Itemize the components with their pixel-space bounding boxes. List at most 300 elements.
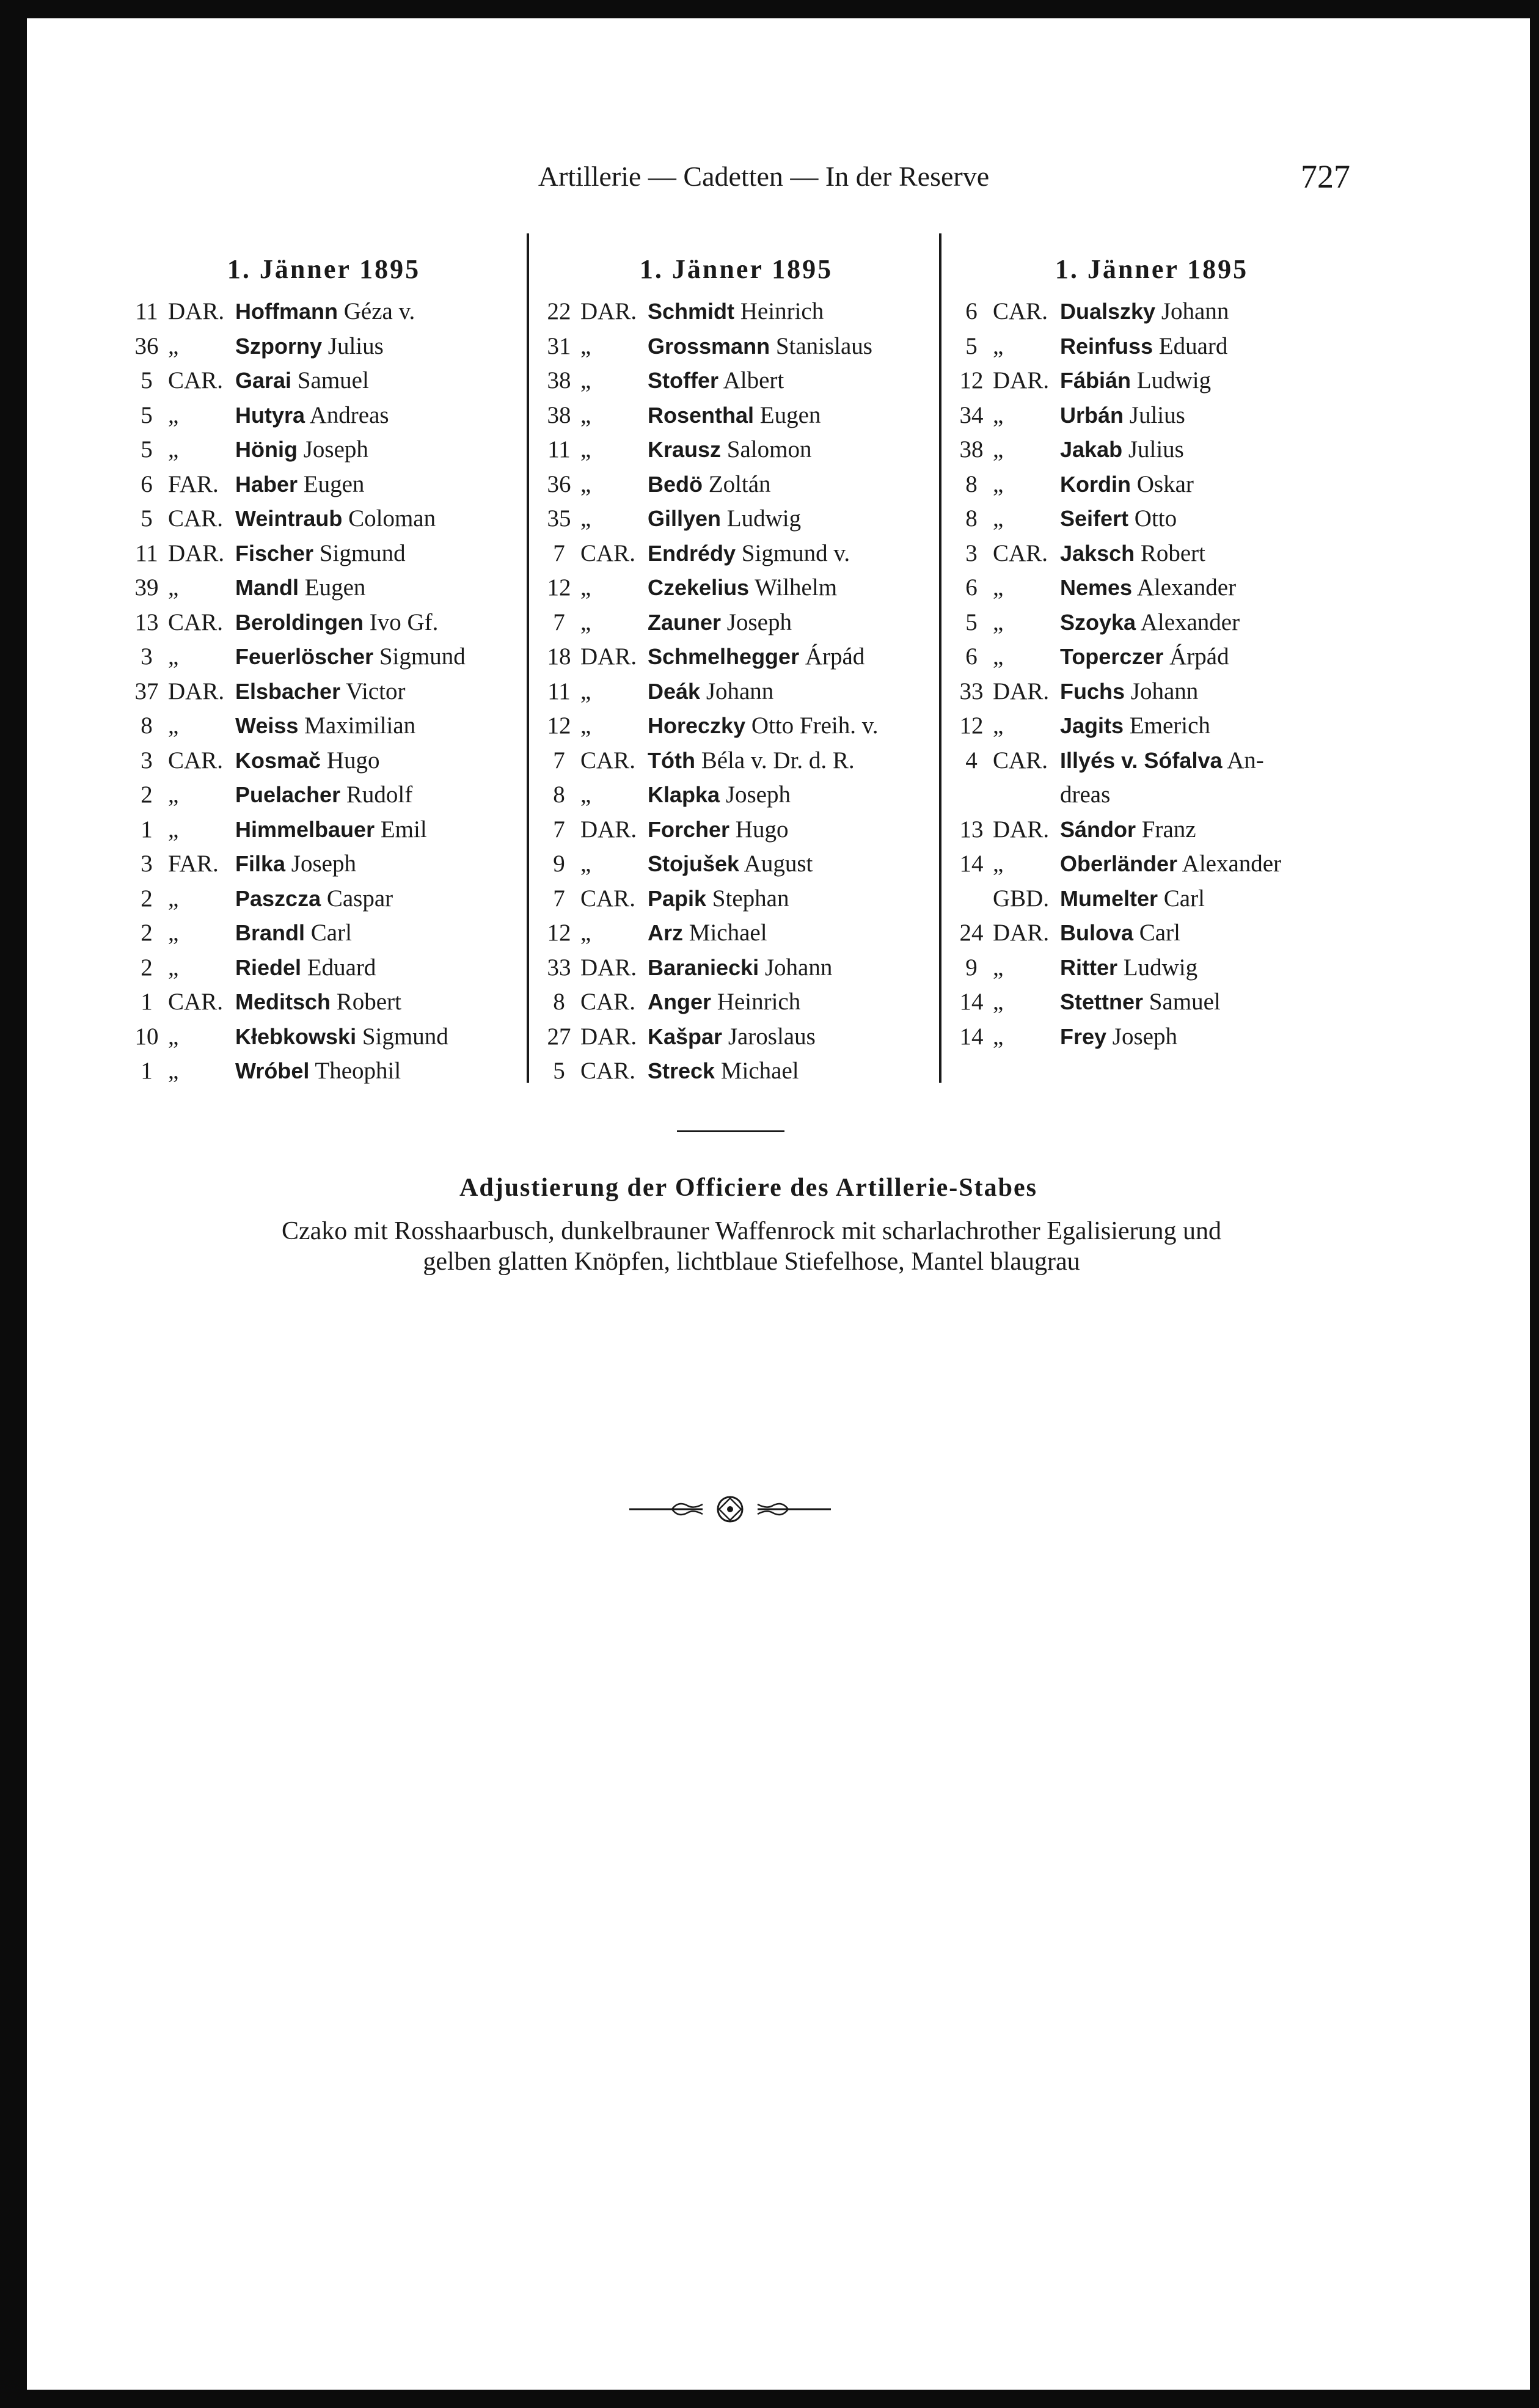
regiment-number: 9 <box>965 954 978 981</box>
regiment-abbreviation: DAR. <box>580 643 637 670</box>
person-name <box>648 640 935 675</box>
roster-entry <box>950 882 1353 917</box>
regiment-abbreviation: „ <box>993 851 1004 877</box>
surname: Seifert <box>1060 506 1129 531</box>
person-name <box>1060 571 1353 606</box>
column-heading: 1. Jänner 1895 <box>639 254 833 284</box>
roster-entry <box>538 916 935 951</box>
regiment-abbreviation: DAR. <box>580 816 637 843</box>
given-name: Otto Freih. v. <box>751 712 879 739</box>
regiment-abbreviation: „ <box>580 436 591 463</box>
person-name <box>648 813 935 847</box>
surname: Wróbel <box>235 1058 310 1083</box>
regiment-number: 3 <box>141 747 153 774</box>
roster-column-2 <box>538 251 935 1089</box>
person-name <box>235 985 522 1020</box>
regiment-abbreviation: DAR. <box>168 540 225 566</box>
given-name: Eduard <box>307 954 376 981</box>
regiment-number: 5 <box>141 401 153 428</box>
given-name: Samuel <box>297 367 369 393</box>
surname: Horeczky <box>648 713 746 738</box>
roster-entry <box>950 813 1353 847</box>
given-name: Sigmund <box>362 1023 448 1050</box>
roster-entry <box>125 606 522 640</box>
regiment-abbreviation: „ <box>993 436 1004 463</box>
roster-entry <box>538 502 935 536</box>
regiment-abbreviation: „ <box>168 401 179 428</box>
given-name: Stanislaus <box>775 332 872 359</box>
surname: Zauner <box>648 609 722 635</box>
regiment-number: 34 <box>959 401 984 428</box>
regiment-abbreviation: „ <box>168 816 179 843</box>
given-name: Zoltán <box>708 470 771 497</box>
regiment-abbreviation: „ <box>580 470 591 497</box>
person-name <box>648 606 935 640</box>
given-name: Árpád <box>1169 643 1229 670</box>
roster-entry <box>125 778 522 813</box>
person-name <box>648 675 935 709</box>
scan-border-right <box>1530 0 1539 2408</box>
adjustierung-heading: Adjustierung der Officiere des Artillerie-Stabes <box>459 1174 1037 1202</box>
surname: Klapka <box>648 782 720 807</box>
person-name <box>648 433 935 467</box>
roster-entry <box>950 467 1353 502</box>
person-name <box>235 329 522 364</box>
given-name: Caspar <box>326 885 393 912</box>
roster-entry <box>538 295 935 329</box>
given-name: Johann <box>706 678 774 704</box>
person-name <box>235 1054 522 1089</box>
roster-entry <box>125 398 522 433</box>
regiment-abbreviation: „ <box>993 609 1004 635</box>
given-name: Stephan <box>712 885 789 912</box>
surname: Sándor <box>1060 816 1136 842</box>
adjustierung-line-2: gelben glatten Knöpfen, lichtblaue Stiefelhose, Mantel blaugrau <box>423 1248 1080 1276</box>
regiment-number: 31 <box>547 332 571 359</box>
given-name: August <box>744 851 813 877</box>
regiment-abbreviation: CAR. <box>993 298 1048 324</box>
regiment-number: 11 <box>547 436 571 463</box>
regiment-number: 11 <box>135 298 158 324</box>
roster-entry <box>125 364 522 398</box>
given-name: Ivo Gf. <box>369 609 439 635</box>
surname: Baraniecki <box>648 954 759 980</box>
regiment-abbreviation: „ <box>580 609 591 635</box>
regiment-number: 38 <box>547 367 571 393</box>
surname: Gillyen <box>648 506 722 531</box>
person-name <box>235 606 522 640</box>
person-name <box>648 398 935 433</box>
surname: Hutyra <box>235 402 305 428</box>
regiment-number: 5 <box>141 367 153 393</box>
regiment-number: 37 <box>134 678 159 704</box>
roster-entry <box>538 606 935 640</box>
roster-entry <box>538 985 935 1020</box>
given-name: Otto <box>1134 505 1177 532</box>
surname: Hoffmann <box>235 299 338 324</box>
surname: Weintraub <box>235 506 343 531</box>
person-name <box>648 467 935 502</box>
regiment-number: 7 <box>553 609 565 635</box>
regiment-number: 36 <box>547 470 571 497</box>
given-name: Hugo <box>326 747 380 774</box>
regiment-abbreviation: GBD. <box>993 885 1050 912</box>
given-name: Ludwig <box>1136 367 1212 393</box>
regiment-abbreviation: DAR. <box>993 678 1050 704</box>
surname: Ritter <box>1060 954 1118 980</box>
roster-entry <box>125 916 522 951</box>
regiment-number: 12 <box>959 367 984 393</box>
regiment-abbreviation: „ <box>993 954 1004 981</box>
person-name <box>1060 295 1353 329</box>
roster-entry <box>538 882 935 917</box>
regiment-number: 7 <box>553 747 565 774</box>
surname: Frey <box>1060 1023 1107 1049</box>
regiment-number: 2 <box>141 781 153 808</box>
person-name <box>1060 398 1353 433</box>
regiment-number: 22 <box>547 298 571 324</box>
given-name: Carl <box>1163 885 1205 912</box>
surname: Jagits <box>1060 713 1124 738</box>
regiment-number: 8 <box>965 470 978 497</box>
roster-entry <box>950 571 1353 606</box>
surname: Fuchs <box>1060 678 1125 704</box>
regiment-abbreviation: CAR. <box>580 540 635 566</box>
surname: Urbán <box>1060 402 1124 428</box>
roster-entry <box>125 433 522 467</box>
page-number: 727 <box>1301 158 1350 195</box>
regiment-number: 24 <box>959 920 984 946</box>
scan-border-top <box>0 0 1539 18</box>
regiment-abbreviation: CAR. <box>993 540 1048 566</box>
regiment-number: 8 <box>553 989 565 1015</box>
roster-entry <box>538 675 935 709</box>
roster-entry <box>538 433 935 467</box>
regiment-abbreviation: „ <box>993 1023 1004 1050</box>
regiment-number: 13 <box>959 816 984 843</box>
roster-entry <box>950 364 1353 398</box>
roster-entry <box>125 882 522 917</box>
person-name <box>235 951 522 986</box>
regiment-abbreviation: FAR. <box>168 851 219 877</box>
given-name: Emerich <box>1129 712 1210 739</box>
given-name: Robert <box>336 989 401 1015</box>
person-name <box>1060 709 1353 744</box>
given-name: Carl <box>310 920 352 946</box>
surname: Riedel <box>235 954 302 980</box>
person-name <box>1060 329 1353 364</box>
person-name <box>235 502 522 536</box>
surname: Oberländer <box>1060 851 1178 876</box>
given-name: Ludwig <box>726 505 802 532</box>
person-name <box>1060 1020 1353 1055</box>
person-name <box>648 571 935 606</box>
roster-entry <box>950 744 1353 778</box>
regiment-abbreviation: FAR. <box>168 470 219 497</box>
roster-entry <box>125 640 522 675</box>
surname: Hönig <box>235 437 298 462</box>
given-name: Joseph <box>303 436 368 463</box>
roster-entry <box>538 536 935 571</box>
roster-entry <box>125 951 522 986</box>
regiment-number: 3 <box>141 643 153 670</box>
roster-entry <box>125 1054 522 1089</box>
regiment-number: 1 <box>141 989 153 1015</box>
regiment-number: 12 <box>547 574 571 601</box>
regiment-abbreviation: DAR. <box>580 298 637 324</box>
surname: Toperczer <box>1060 644 1164 669</box>
regiment-number: 5 <box>965 609 978 635</box>
person-name <box>648 951 935 986</box>
surname: Garai <box>235 368 292 393</box>
surname: Kosmač <box>235 747 321 773</box>
surname: Krausz <box>648 437 722 462</box>
given-name: Andreas <box>309 401 389 428</box>
given-name: Eugen <box>303 470 365 497</box>
surname: Schmidt <box>648 299 735 324</box>
surname: Fischer <box>235 540 314 566</box>
regiment-number: 27 <box>547 1023 571 1050</box>
person-name <box>1060 916 1353 951</box>
column-heading: 1. Jänner 1895 <box>1055 254 1249 284</box>
roster-entry <box>538 1020 935 1055</box>
person-name <box>1060 744 1353 778</box>
regiment-abbreviation: „ <box>580 574 591 601</box>
person-name <box>648 1020 935 1055</box>
person-name <box>1060 813 1353 847</box>
person-name <box>1060 882 1353 917</box>
regiment-abbreviation: CAR. <box>580 989 635 1015</box>
roster-entry <box>950 1020 1353 1055</box>
roster-entry <box>125 847 522 882</box>
given-name: Coloman <box>348 505 436 532</box>
person-name <box>1060 985 1353 1020</box>
roster-entry <box>538 744 935 778</box>
roster-entry <box>950 847 1353 882</box>
regiment-abbreviation: „ <box>580 920 591 946</box>
regiment-abbreviation: DAR. <box>993 367 1050 393</box>
surname: Tóth <box>648 747 695 773</box>
person-name <box>648 364 935 398</box>
regiment-abbreviation: CAR. <box>168 989 223 1015</box>
given-name: Samuel <box>1149 989 1221 1015</box>
surname: Bedö <box>648 471 703 497</box>
roster-entry <box>125 502 522 536</box>
surname: Arz <box>648 920 684 945</box>
regiment-number: 5 <box>965 332 978 359</box>
roster-column-3 <box>950 251 1353 1054</box>
regiment-abbreviation: „ <box>580 332 591 359</box>
regiment-abbreviation: „ <box>168 1058 179 1084</box>
given-name: Julius <box>327 332 384 359</box>
regiment-number: 8 <box>553 781 565 808</box>
column-heading: 1. Jänner 1895 <box>227 254 421 284</box>
roster-entry <box>950 675 1353 709</box>
person-name <box>235 916 522 951</box>
regiment-abbreviation: „ <box>993 505 1004 532</box>
regiment-number: 6 <box>965 643 978 670</box>
surname: Kordin <box>1060 471 1131 497</box>
person-name <box>648 329 935 364</box>
regiment-number: 14 <box>959 1023 984 1050</box>
surname: Szoyka <box>1060 609 1136 635</box>
regiment-abbreviation: CAR. <box>168 747 223 774</box>
surname: Rosenthal <box>648 402 755 428</box>
surname: Deák <box>648 678 701 704</box>
given-name: Johann <box>764 954 833 981</box>
regiment-abbreviation: „ <box>580 851 591 877</box>
roster-entry <box>538 398 935 433</box>
person-name <box>648 1054 935 1089</box>
regiment-number: 6 <box>965 574 978 601</box>
given-name: Árpád <box>805 643 865 670</box>
regiment-number: 13 <box>134 609 159 635</box>
roster-entry <box>538 813 935 847</box>
regiment-abbreviation: CAR. <box>168 367 223 393</box>
regiment-number: 12 <box>547 920 571 946</box>
person-name <box>648 916 935 951</box>
regiment-number: 2 <box>141 920 153 946</box>
regiment-number: 12 <box>959 712 984 739</box>
given-name: Sigmund v. <box>741 540 850 566</box>
regiment-abbreviation: „ <box>168 712 179 739</box>
given-name: Eduard <box>1158 332 1228 359</box>
person-name <box>648 744 935 778</box>
surname: Szporny <box>235 333 323 359</box>
given-name: Julius <box>1129 401 1185 428</box>
roster-entry <box>950 536 1353 571</box>
regiment-number: 35 <box>547 505 571 532</box>
roster-entry <box>125 744 522 778</box>
regiment-number: 38 <box>547 401 571 428</box>
given-name: Alexander <box>1140 609 1240 635</box>
regiment-number: 11 <box>135 540 158 566</box>
roster-column-1 <box>125 251 522 1089</box>
regiment-number: 8 <box>965 505 978 532</box>
regiment-abbreviation: „ <box>993 643 1004 670</box>
surname: Dualszky <box>1060 299 1156 324</box>
person-name <box>648 295 935 329</box>
running-head: Artillerie — Cadetten — In der Reserve <box>538 161 990 192</box>
regiment-abbreviation: DAR. <box>580 1023 637 1050</box>
surname: Grossmann <box>648 333 770 359</box>
person-name <box>235 433 522 467</box>
regiment-number: 7 <box>553 816 565 843</box>
given-name: Michael <box>689 920 767 946</box>
surname: Anger <box>648 989 712 1014</box>
roster-entry <box>950 916 1353 951</box>
given-name: Albert <box>723 367 784 393</box>
roster-entry <box>125 295 522 329</box>
given-name: Johann <box>1130 678 1199 704</box>
regiment-number: 9 <box>553 851 565 877</box>
roster-entry <box>538 778 935 813</box>
regiment-abbreviation: CAR. <box>580 747 635 774</box>
given-name: Hugo <box>735 816 789 843</box>
given-name: Eugen <box>304 574 366 601</box>
given-name: Jaroslaus <box>728 1023 816 1050</box>
given-name: Heinrich <box>717 989 801 1015</box>
surname: Jaksch <box>1060 540 1135 566</box>
regiment-number: 14 <box>959 851 984 877</box>
given-name: Alexander <box>1182 851 1282 877</box>
person-name <box>648 502 935 536</box>
regiment-abbreviation: „ <box>168 574 179 601</box>
regiment-abbreviation: DAR. <box>168 678 225 704</box>
roster-entry <box>538 847 935 882</box>
surname: Streck <box>648 1058 715 1083</box>
section-separator <box>677 1130 784 1132</box>
regiment-abbreviation: „ <box>168 1023 179 1050</box>
person-name <box>235 467 522 502</box>
person-name <box>1060 364 1353 398</box>
person-name <box>235 882 522 917</box>
regiment-abbreviation: „ <box>993 574 1004 601</box>
regiment-number: 11 <box>547 678 571 704</box>
given-name: Carl <box>1139 920 1180 946</box>
regiment-abbreviation: „ <box>168 954 179 981</box>
roster-entry <box>950 951 1353 986</box>
regiment-number: 33 <box>959 678 984 704</box>
roster-entry <box>125 1020 522 1055</box>
adjustierung-text <box>141 1216 1362 1277</box>
regiment-abbreviation: „ <box>168 920 179 946</box>
scan-border-bottom <box>0 2390 1539 2408</box>
ornament-divider <box>629 1491 831 1528</box>
surname: Beroldingen <box>235 609 364 635</box>
regiment-number: 4 <box>965 747 978 774</box>
regiment-number: 38 <box>959 436 984 463</box>
roster-entry <box>538 329 935 364</box>
regiment-number: 1 <box>141 816 153 843</box>
surname: Puelacher <box>235 782 341 807</box>
regiment-number: 5 <box>553 1058 565 1084</box>
regiment-number: 3 <box>141 851 153 877</box>
regiment-number: 7 <box>553 885 565 912</box>
regiment-number: 7 <box>553 540 565 566</box>
regiment-abbreviation: CAR. <box>168 505 223 532</box>
roster-entry <box>125 536 522 571</box>
person-name <box>1060 502 1353 536</box>
roster-entry <box>125 467 522 502</box>
regiment-abbreviation: „ <box>168 885 179 912</box>
person-name <box>648 985 935 1020</box>
person-name <box>235 1020 522 1055</box>
person-name <box>235 364 522 398</box>
regiment-abbreviation: „ <box>168 643 179 670</box>
person-name <box>235 295 522 329</box>
regiment-abbreviation: CAR. <box>993 747 1048 774</box>
roster-entry <box>125 709 522 744</box>
regiment-number: 2 <box>141 885 153 912</box>
given-name: Joseph <box>725 781 791 808</box>
roster-entry <box>950 398 1353 433</box>
adjustierung-line-1: Czako mit Rosshaarbusch, dunkelbrauner Waffenrock mit scharlachrother Egalisierung und <box>281 1217 1222 1245</box>
given-name: Joseph <box>726 609 792 635</box>
roster-entry <box>125 985 522 1020</box>
roster-entry <box>950 433 1353 467</box>
regiment-abbreviation: „ <box>993 401 1004 428</box>
roster-entry <box>538 1054 935 1089</box>
given-name: Victor <box>346 678 406 704</box>
regiment-abbreviation: CAR. <box>580 1058 635 1084</box>
given-name: Géza v. <box>343 298 415 324</box>
regiment-number: 1 <box>141 1058 153 1084</box>
regiment-number: 10 <box>134 1023 159 1050</box>
given-name: Franz <box>1141 816 1196 843</box>
regiment-abbreviation: „ <box>580 401 591 428</box>
person-name <box>1060 847 1353 882</box>
